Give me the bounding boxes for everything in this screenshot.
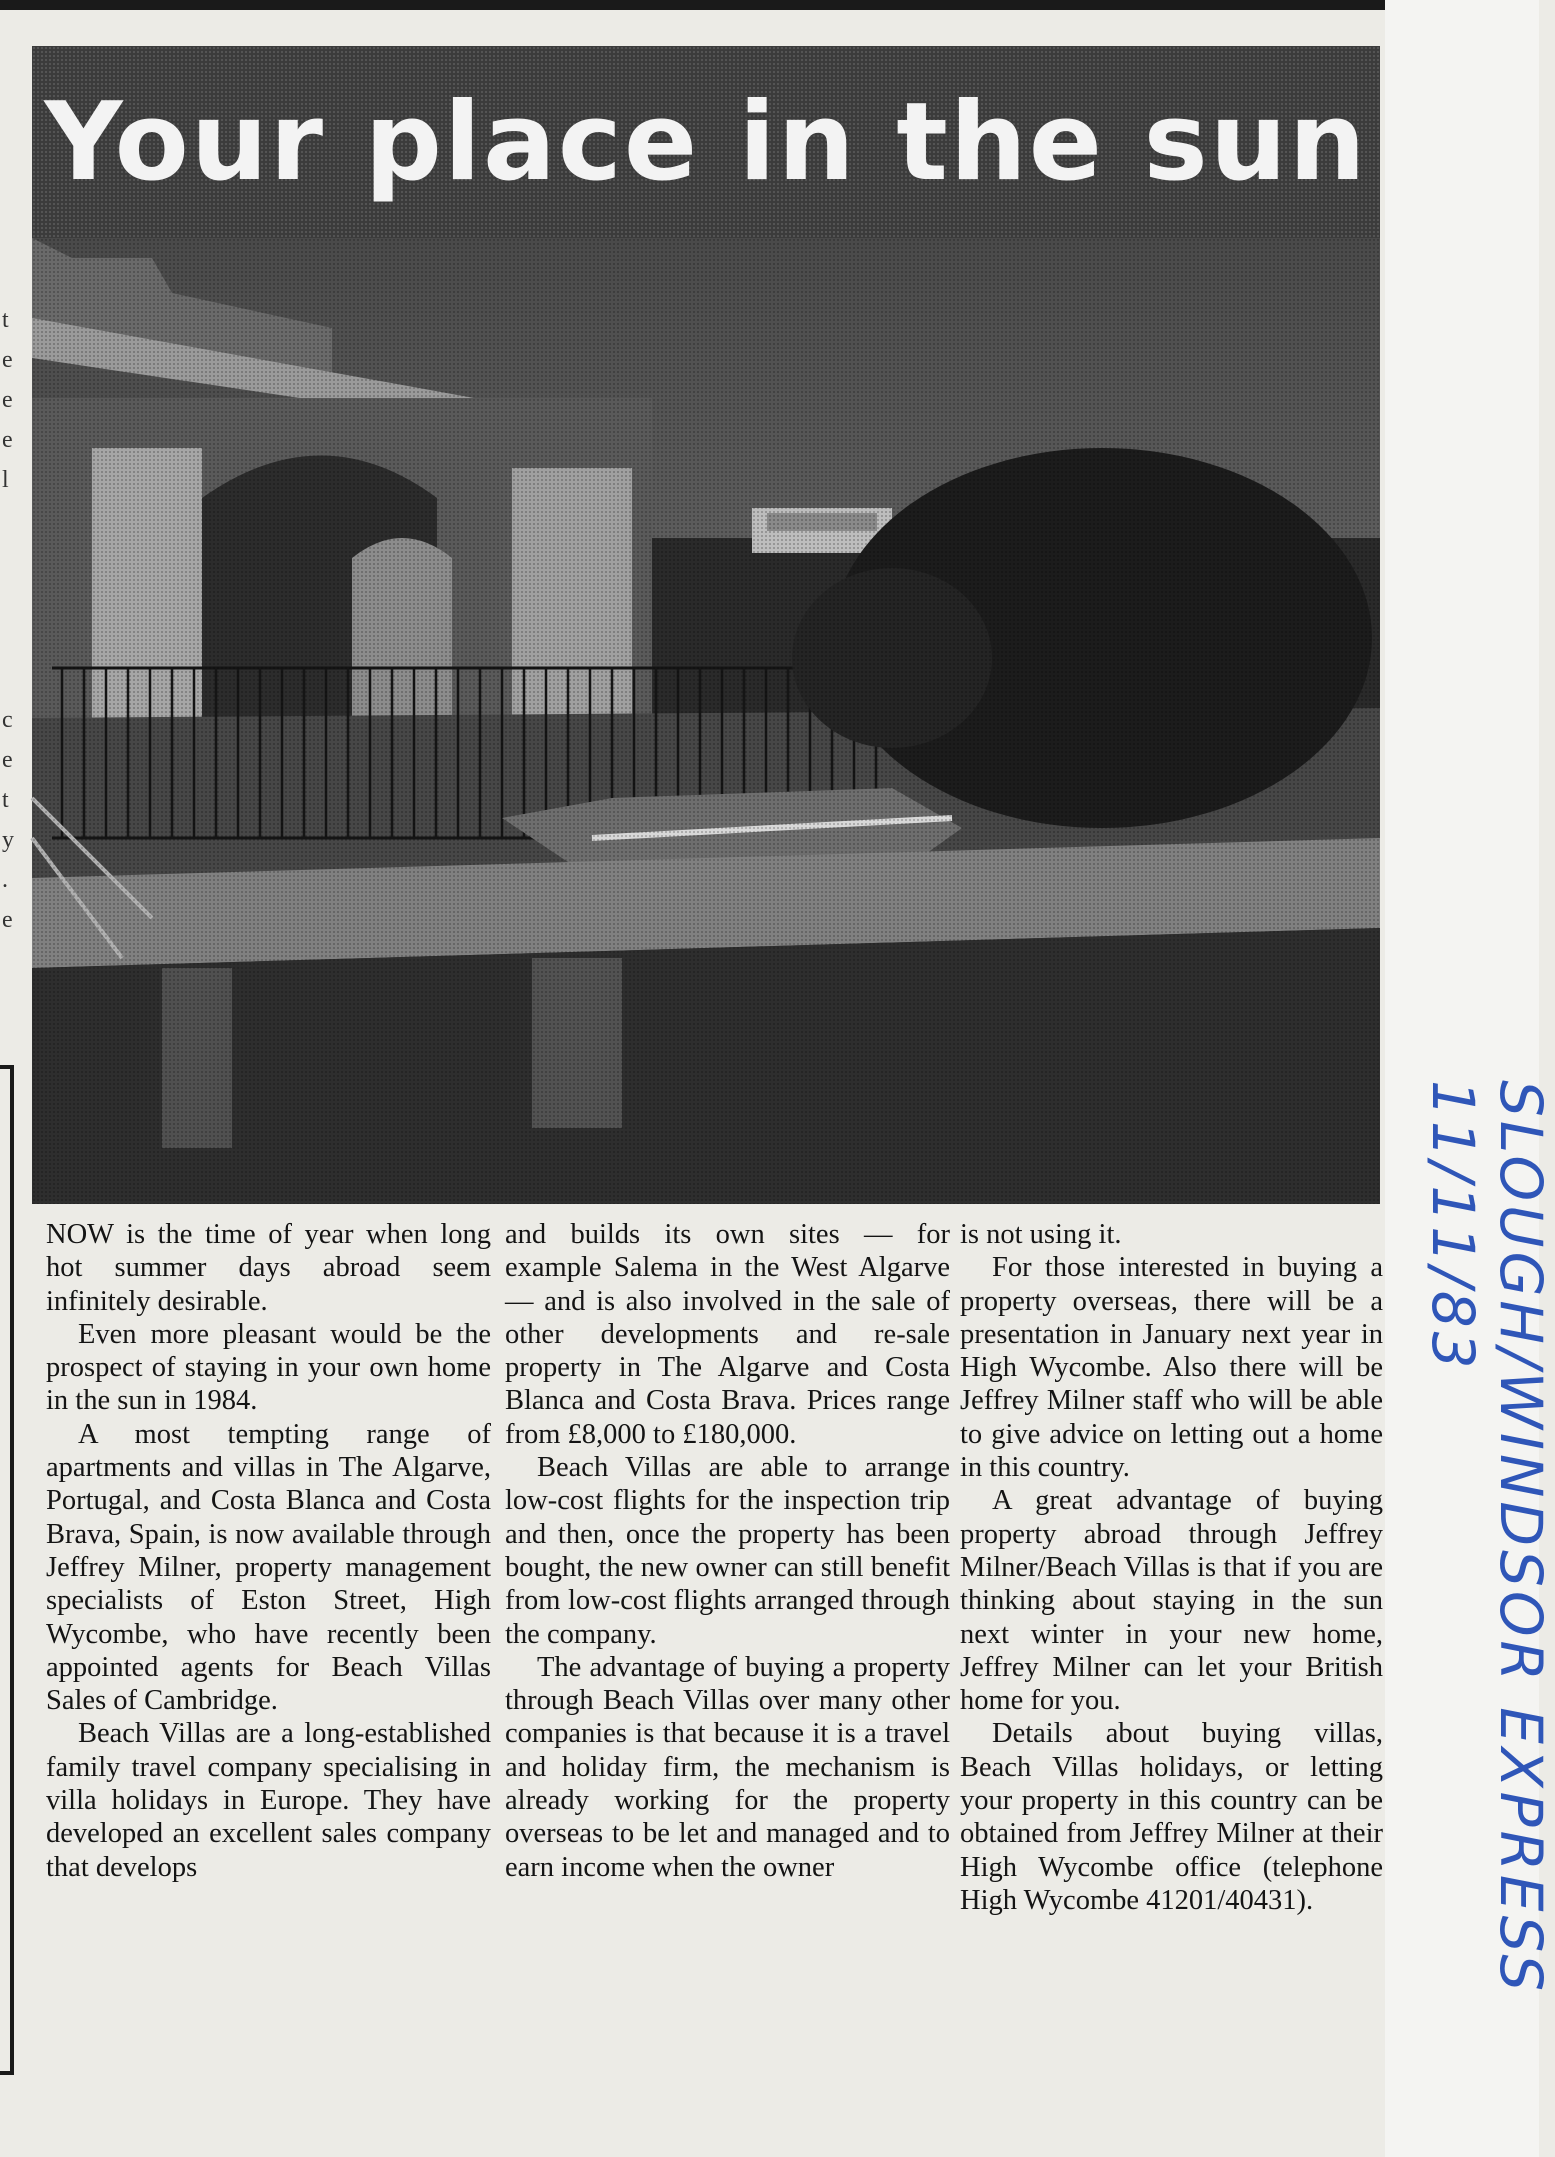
article-paragraph: Even more pleasant would be the prospect of staying in your own home in the sun in 1984. — [46, 1318, 491, 1417]
margin-fragment: e — [2, 747, 13, 773]
handwritten-source-note: SLOUGH/WINDSOR EXPRESS 11/11/83 — [1419, 1080, 1555, 1996]
article-paragraph: Beach Villas are a long-established family travel company specialising in villa holidays in Europe. They have developed an excellent sales company that develops — [46, 1718, 491, 1883]
photo-illustration — [32, 238, 1380, 1204]
article-column-3 — [960, 1218, 1383, 1917]
top-rule — [0, 0, 1385, 10]
left-margin-fragments — [2, 300, 18, 940]
margin-fragment: c — [2, 707, 13, 733]
margin-fragment: y — [2, 827, 14, 853]
margin-fragment: e — [2, 907, 13, 933]
margin-fragment: l — [2, 467, 9, 493]
margin-fragment: e — [2, 427, 13, 453]
article-paragraph: A most tempting range of apartments and villas in The Algarve, Portugal, and Costa Blanca and Costa Brava, Spain, is now available through Jeffrey Milner, property management specialists of Eston Street, High Wycombe, who have recently been appointed agents for Beach Villas Sales of Cambridge. — [46, 1418, 491, 1717]
villa-pool-photo — [32, 238, 1380, 1204]
headline-banner — [32, 46, 1380, 238]
margin-fragment: e — [2, 347, 13, 373]
margin-fragment: . — [2, 867, 8, 893]
article-paragraph: A great advantage of buying property abroad through Jeffrey Milner/Beach Villas is that if you are thinking about staying in the sun next winter in your new home, Jeffrey Milner can let your British home for you. — [960, 1485, 1383, 1717]
article-paragraph: NOW is the time of year when long hot summer days abroad seem infinitely desirable. — [46, 1219, 491, 1317]
margin-fragment: t — [2, 787, 9, 813]
margin-gap — [2, 500, 18, 700]
article-paragraph: For those interested in buying a property overseas, there will be a presentation in January next year in High Wycombe. Also there will be Jeffrey Milner staff who will be able to give advice on letting out a home in this country. — [960, 1252, 1383, 1484]
article-paragraph: Beach Villas are able to arrange low-cost flights for the inspection trip and then, once the property has been bought, the new owner can still benefit from low-cost flights arranged through the company. — [505, 1452, 950, 1650]
article-paragraph: The advantage of buying a property through Beach Villas over many other companies is that because it is a travel and holiday firm, the mechanism is already working for the property overseas to be let and managed and to earn income when the owner — [505, 1651, 950, 1883]
article-column-1 — [46, 1218, 491, 1884]
margin-fragment: t — [2, 307, 9, 333]
article-column-2 — [505, 1218, 950, 1884]
headline: Your place in the sun — [44, 79, 1368, 205]
margin-fragment: e — [2, 387, 13, 413]
article-paragraph: Details about buying villas, Beach Villas holidays, or letting your property in this country can be obtained from Jeffrey Milner at their High Wycombe office (telephone High Wycombe 41201/40431). — [960, 1718, 1383, 1916]
adjacent-ad-border — [0, 1065, 14, 2075]
article-paragraph: and builds its own sites — for example Salema in the West Algarve — and is also involved in the sale of other developments and re-sale property in The Algarve and Costa Blanca and Costa Brava. Prices range from £8,000 to £180,000. — [505, 1219, 950, 1450]
article-paragraph: is not using it. — [960, 1219, 1122, 1250]
